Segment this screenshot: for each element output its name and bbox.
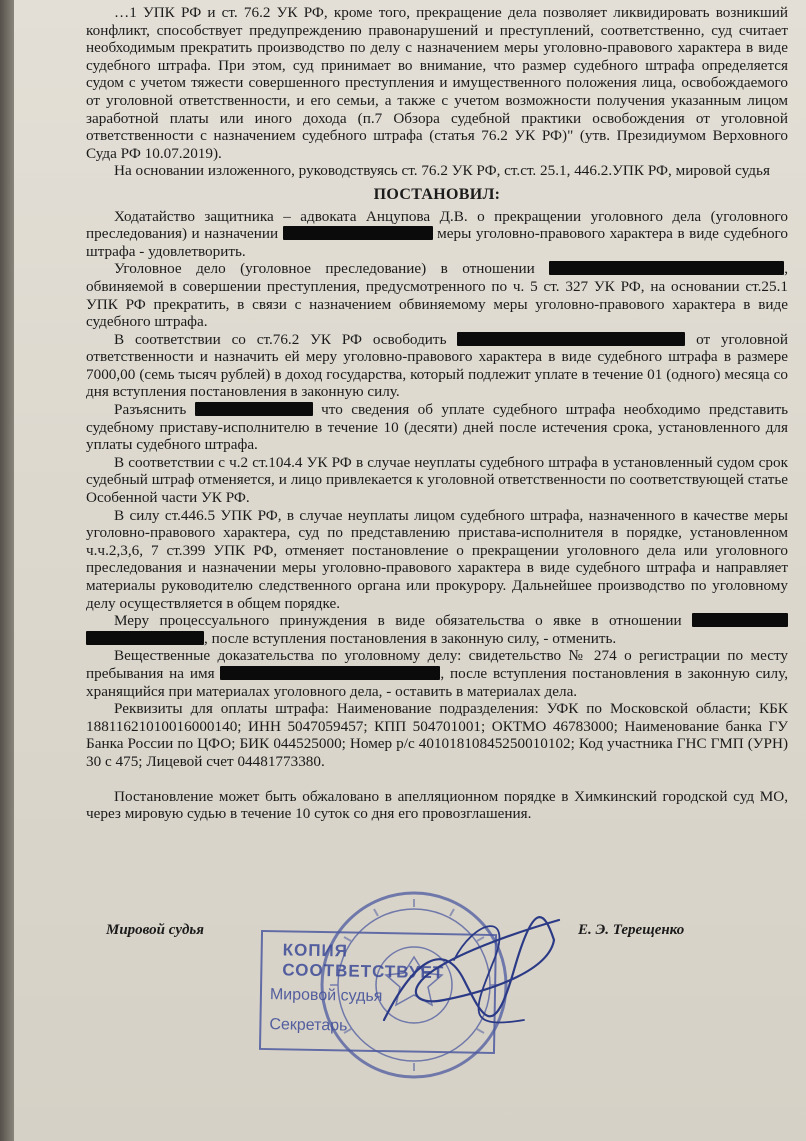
- document-body: [86, 4, 788, 823]
- stamp-judge-line: Мировой судья: [269, 986, 383, 1006]
- appeal-notice: Постановление может быть обжаловано в апелляционном порядке в Химкинский городской суд МО, через мировую судью в течение 10 суток со дня его провозглашения.: [86, 787, 788, 823]
- paragraph-reasoning: …1 УПК РФ и ст. 76.2 УК РФ, кроме того, прекращение дела позволяет ликвидировать возникший конфликт, способствует предупреждению правонарушений и преступлений, соответственно, суд считает необходимым прекратить производство по делу с назначением меры уголовно-правового характера в виде судебного штрафа. При этом, суд принимает во внимание, что размер судебного штрафа определяется судом с учетом тяжести совершенного преступления и имущественного положения лица, освобождаемого от уголовной ответственности, и его семьи, а также с учетом возможности получения указанным лицом заработной платы или иного дохода (п.7 Обзора судебной практики освобождения от уголовной ответственности с назначением судебного штрафа (статья 76.2 УК РФ)" (утв. Президиумом Верховного Суда РФ 10.07.2019).: [86, 4, 788, 162]
- page-edge-shadow: [0, 0, 14, 1141]
- resolution-heading: ПОСТАНОВИЛ:: [373, 185, 501, 203]
- resolution-item-9: Реквизиты для оплаты штрафа: Наименование подразделения: УФК по Московской области; КБК 18811621010016000140; ИНН 5047059457; КПП 504701001; ОКТМО 46783000; Наименование банка ГУ Банка России по ЦФО; БИК 044525000; Номер р/с 40101810845250010102; Код участника ГНС ГМП (УРН) 30 с 475; Лицевой счет 04481773380.: [86, 700, 788, 770]
- judge-title: Мировой судья: [106, 922, 204, 938]
- handwritten-signature: [374, 900, 564, 1050]
- resolution-item-7: Меру процессуального принуждения в виде обязательства о явке в отношении , после вступления постановления в законную силу, - отменить.: [86, 612, 788, 647]
- stamp-title: КОПИЯ СООТВЕТСТВУЕТ: [282, 940, 445, 983]
- resolution-item-5: В соответствии с ч.2 ст.104.4 УК РФ в случае неуплаты судебного штрафа в установленный судом срок судебный штраф отменяется, и лицо привлекается к уголовной ответственности по соответствующей статье Особенной части УК РФ.: [86, 453, 788, 507]
- judge-name: Е. Э. Терещенко: [578, 922, 685, 938]
- resolution-item-6: В силу ст.446.5 УПК РФ, в случае неуплаты лицом судебного штрафа, назначенного в качестве меры уголовно-правового характера, суд по представлению пристава-исполнителя в порядке, установленном ч.ч.2,3,6, 7 ст.399 УПК РФ, отменяет постановление о прекращении уголовного дела или уголовного преследования и назначении меры уголовно-правового характера в виде судебного штрафа и направляет материалы руководителю следственного органа или прокурору. Дальнейшее производство по уголовному делу осуществляется в общем порядке.: [86, 506, 788, 612]
- redacted-name: [220, 666, 440, 680]
- redacted-name: [692, 613, 788, 627]
- redacted-name: [195, 402, 313, 416]
- stamp-secretary-line: Секретарь: [269, 1016, 348, 1035]
- resolution-item-2: Уголовное дело (уголовное преследование) в отношении , обвиняемой в совершении преступления, предусмотренного по ч. 5 ст. 327 УК РФ, на основании ст.25.1 УПК РФ прекратить, в связи с назначением обвиняемому меры уголовно-правового характера в виде судебного штрафа.: [86, 260, 788, 331]
- resolution-item-1: Ходатайство защитника – адвоката Анцупова Д.В. о прекращении уголовного дела (уголовного преследования) и назначении меры уголовно-правового характера в виде судебного штрафа - удовлетворить.: [86, 207, 788, 260]
- redacted-name: [457, 332, 685, 346]
- paragraph-grounds: На основании изложенного, руководствуясь ст. 76.2 УК РФ, ст.ст. 25.1, 446.2.УПК РФ, мировой судья: [114, 162, 770, 180]
- redacted-name: [283, 226, 433, 240]
- resolution-item-8: Вещественные доказательства по уголовному делу: свидетельство № 274 о регистрации по месту пребывания на имя , после вступления постановления в законную силу, хранящийся при материалах уголовного дела, - оставить в материалах дела.: [86, 647, 788, 700]
- redacted-name: [86, 631, 204, 645]
- document-page: [14, 0, 806, 1141]
- redacted-name: [549, 261, 784, 275]
- resolution-item-3: В соответствии со ст.76.2 УК РФ освободить от уголовной ответственности и назначить ей меру уголовно-правового характера в виде судебного штрафа в размере 7000,00 (семь тысяч рублей) в доход государства, который подлежит уплате в течение 01 (одного) месяца со дня вступления постановления в законную силу.: [86, 330, 788, 401]
- resolution-item-4: Разъяснить что сведения об уплате судебного штрафа необходимо представить судебному приставу-исполнителю в течение 10 (десяти) дней после истечения срока, установленного для уплаты судебного штрафа.: [86, 401, 789, 454]
